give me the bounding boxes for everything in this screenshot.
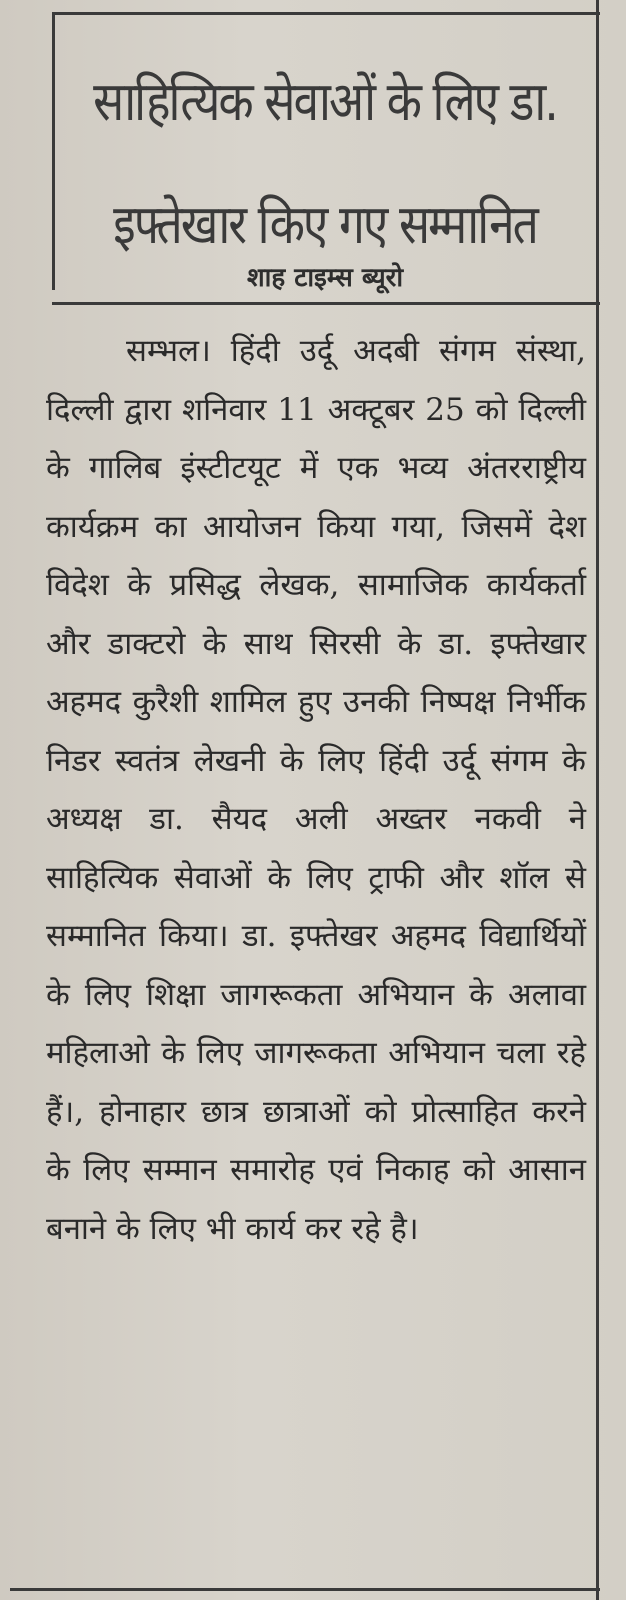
article-body: सम्भल। हिंदी उर्दू अदबी संगम संस्था, दिल्ली द्वारा शनिवार 11 अक्टूबर 25 को दिल्ली के गालिब इंस्टीटयूट में एक भव्य अंतरराष्ट्रीय कार्यक्रम का आयोजन किया गया, जिसमें देश विदेश के प्रसिद्ध लेखक, सामाजिक कार्यकर्ता और डाक्टरो के साथ सिरसी के डा. इफ्तेखार अहमद कुरैशी शामिल हुए उनकी निष्पक्ष निर्भीक निडर स्वतंत्र लेखनी के लिए हिंदी उर्दू संगम के अध्यक्ष डा. सैयद अली अख्तर नकवी ने साहित्यिक सेवाओं के लिए ट्राफी और शॉल से सम्मानित किया। डा. इफ्तेखर अहमद विद्यार्थियों के लिए शिक्षा जागरूकता अभियान के अलावा महिलाओ के लिए जागरूकता अभियान चला रहे हैं।, होनाहार छात्र छात्राओं को प्रोत्साहित करने के लिए सम्मान समारोह एवं निकाह को आसान बनाने के लिए भी कार्य कर रहे है। — [46, 333, 586, 1247]
byline-divider — [52, 302, 600, 305]
right-column-rule — [596, 0, 599, 1600]
article-headline: साहित्यिक सेवाओं के लिए डा. इफ्तेखार किए गए सम्मानित — [93, 69, 557, 256]
article-byline: शाह टाइम्स ब्यूरो — [246, 263, 404, 293]
top-border-rule — [52, 12, 600, 15]
bottom-border-rule — [10, 1588, 600, 1591]
